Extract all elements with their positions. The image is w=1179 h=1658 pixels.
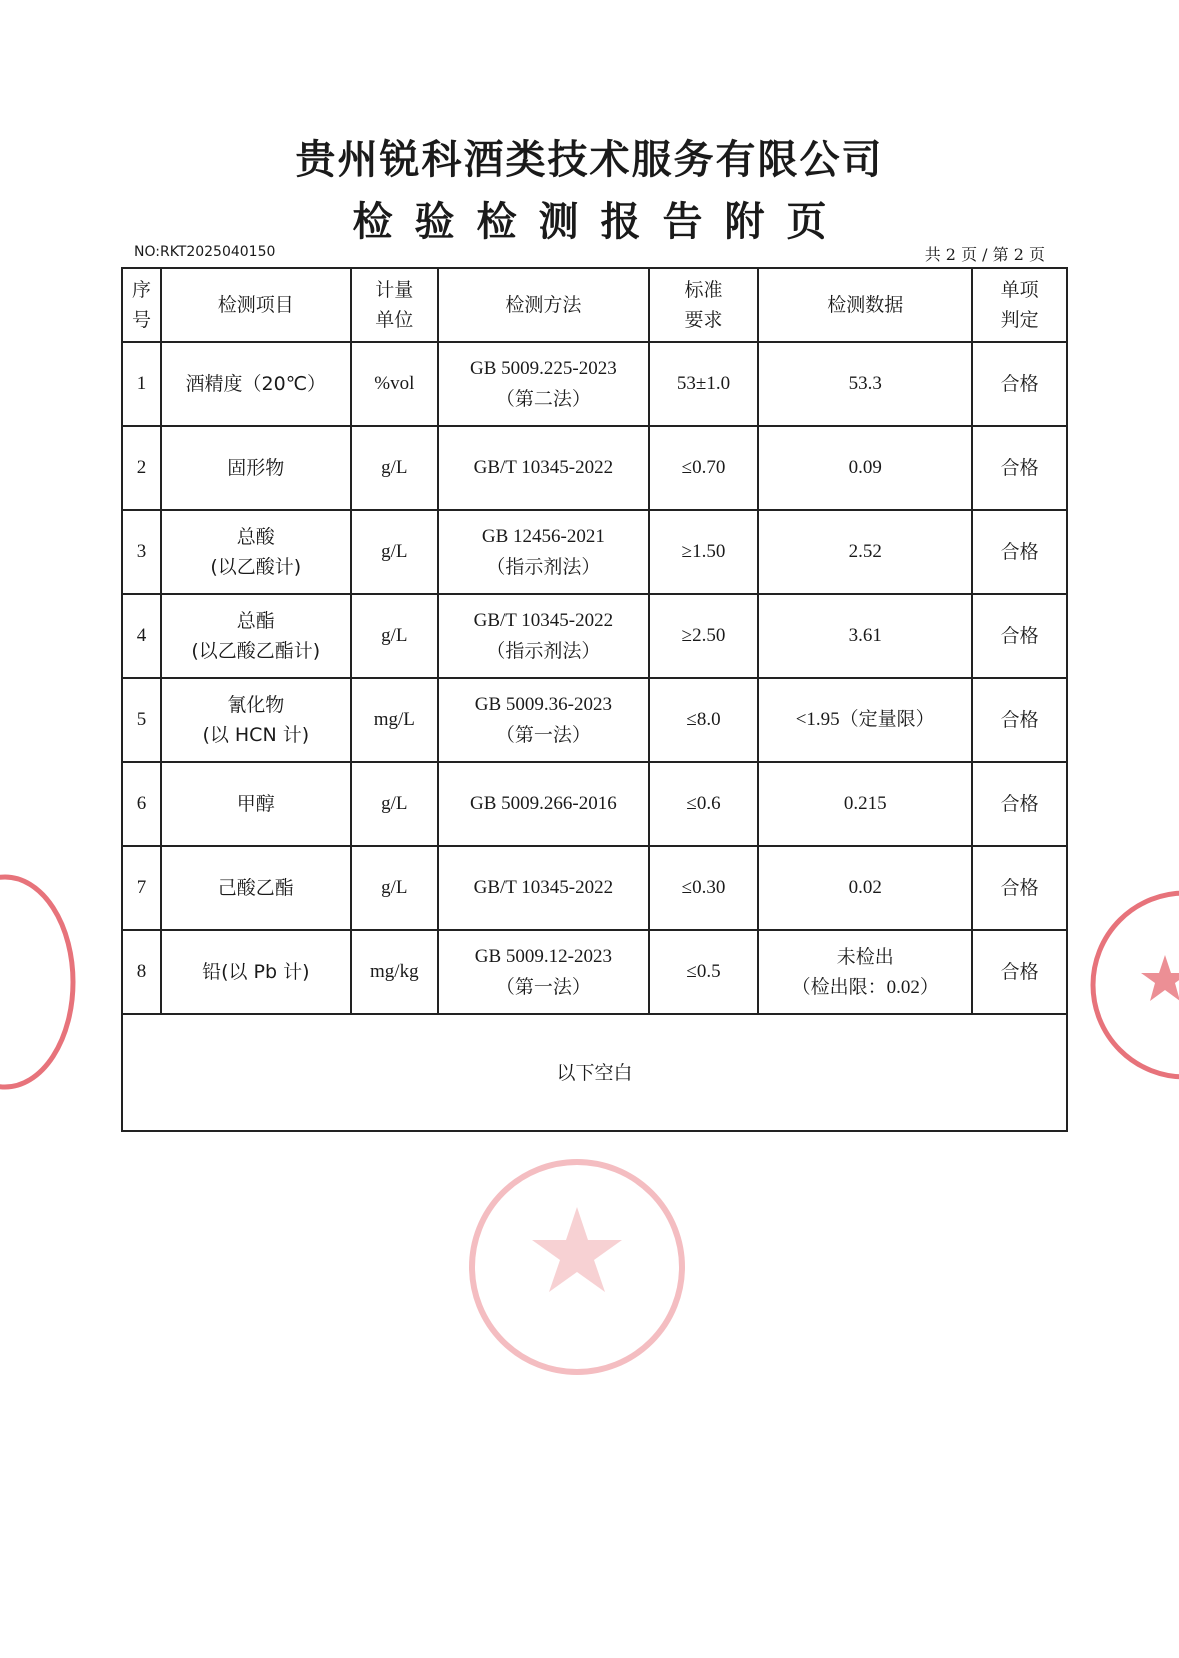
cell-no: 5 [122, 678, 161, 762]
table-row [122, 342, 1067, 426]
cell-result: 53.3 [758, 342, 972, 426]
cell-method: GB/T 10345-2022 [438, 846, 649, 930]
table-row [122, 426, 1067, 510]
blank-note-row [122, 1014, 1067, 1131]
cell-item: 甲醇 [161, 762, 351, 846]
cell-unit: g/L [351, 846, 438, 930]
company-name: 贵州锐科酒类技术服务有限公司 [295, 137, 884, 183]
col-header-requirement: 标准 要求 [649, 268, 759, 342]
cell-result: 3.61 [758, 594, 972, 678]
cell-method: GB/T 10345-2022 （指示剂法） [438, 594, 649, 678]
col-header-verdict: 单项 判定 [972, 268, 1067, 342]
table-header-row [122, 268, 1067, 342]
cell-verdict: 合格 [972, 342, 1067, 426]
cell-result: 0.215 [758, 762, 972, 846]
cell-method: GB 5009.266-2016 [438, 762, 649, 846]
cell-no: 2 [122, 426, 161, 510]
page-info: 共 2 页 / 第 2 页 [924, 245, 1045, 264]
table-row [122, 510, 1067, 594]
cell-requirement: ≥2.50 [649, 594, 759, 678]
left-seal-icon [0, 870, 80, 1095]
cell-verdict: 合格 [972, 594, 1067, 678]
cell-result: <1.95（定量限） [758, 678, 972, 762]
cell-no: 1 [122, 342, 161, 426]
cell-method: GB 12456-2021 （指示剂法） [438, 510, 649, 594]
cell-no: 3 [122, 510, 161, 594]
cell-requirement: ≤0.70 [649, 426, 759, 510]
table-row [122, 594, 1067, 678]
cell-result: 0.02 [758, 846, 972, 930]
col-header-method: 检测方法 [438, 268, 649, 342]
cell-unit: g/L [351, 594, 438, 678]
cell-requirement: ≤0.30 [649, 846, 759, 930]
cell-no: 4 [122, 594, 161, 678]
col-header-result: 检测数据 [758, 268, 972, 342]
cell-method: GB 5009.12-2023 （第一法） [438, 930, 649, 1014]
cell-no: 6 [122, 762, 161, 846]
cell-unit: mg/kg [351, 930, 438, 1014]
cell-item: 己酸乙酯 [161, 846, 351, 930]
cell-item: 铅(以 Pb 计) [161, 930, 351, 1014]
cell-verdict: 合格 [972, 510, 1067, 594]
cell-requirement: 53±1.0 [649, 342, 759, 426]
right-seal-icon [1085, 885, 1179, 1085]
cell-result: 0.09 [758, 426, 972, 510]
cell-method: GB 5009.36-2023 （第一法） [438, 678, 649, 762]
cell-unit: mg/L [351, 678, 438, 762]
col-header-no: 序 号 [122, 268, 161, 342]
cell-unit: g/L [351, 510, 438, 594]
cell-no: 7 [122, 846, 161, 930]
table-row [122, 678, 1067, 762]
cell-verdict: 合格 [972, 930, 1067, 1014]
report-number: NO:RKT2025040150 [134, 244, 276, 260]
col-header-item: 检测项目 [161, 268, 351, 342]
cell-verdict: 合格 [972, 678, 1067, 762]
cell-unit: g/L [351, 762, 438, 846]
cell-unit: %vol [351, 342, 438, 426]
cell-requirement: ≤8.0 [649, 678, 759, 762]
cell-item: 总酯 (以乙酸乙酯计) [161, 594, 351, 678]
cell-item: 酒精度（20℃） [161, 342, 351, 426]
cell-method: GB 5009.225-2023 （第二法） [438, 342, 649, 426]
center-seal-icon [462, 1152, 692, 1382]
cell-verdict: 合格 [972, 426, 1067, 510]
cell-verdict: 合格 [972, 846, 1067, 930]
table-row [122, 762, 1067, 846]
cell-item: 氰化物 (以 HCN 计) [161, 678, 351, 762]
cell-no: 8 [122, 930, 161, 1014]
cell-requirement: ≤0.5 [649, 930, 759, 1014]
report-title: 检验检测报告附页 [352, 199, 849, 245]
table-row [122, 846, 1067, 930]
cell-item: 总酸 (以乙酸计) [161, 510, 351, 594]
cell-requirement: ≤0.6 [649, 762, 759, 846]
cell-requirement: ≥1.50 [649, 510, 759, 594]
cell-method: GB/T 10345-2022 [438, 426, 649, 510]
cell-verdict: 合格 [972, 762, 1067, 846]
blank-note: 以下空白 [122, 1014, 1067, 1131]
cell-unit: g/L [351, 426, 438, 510]
cell-item: 固形物 [161, 426, 351, 510]
col-header-unit: 计量 单位 [351, 268, 438, 342]
table-row [122, 930, 1067, 1014]
results-table [121, 267, 1068, 1132]
cell-result: 2.52 [758, 510, 972, 594]
cell-result: 未检出 （检出限：0.02） [758, 930, 972, 1014]
